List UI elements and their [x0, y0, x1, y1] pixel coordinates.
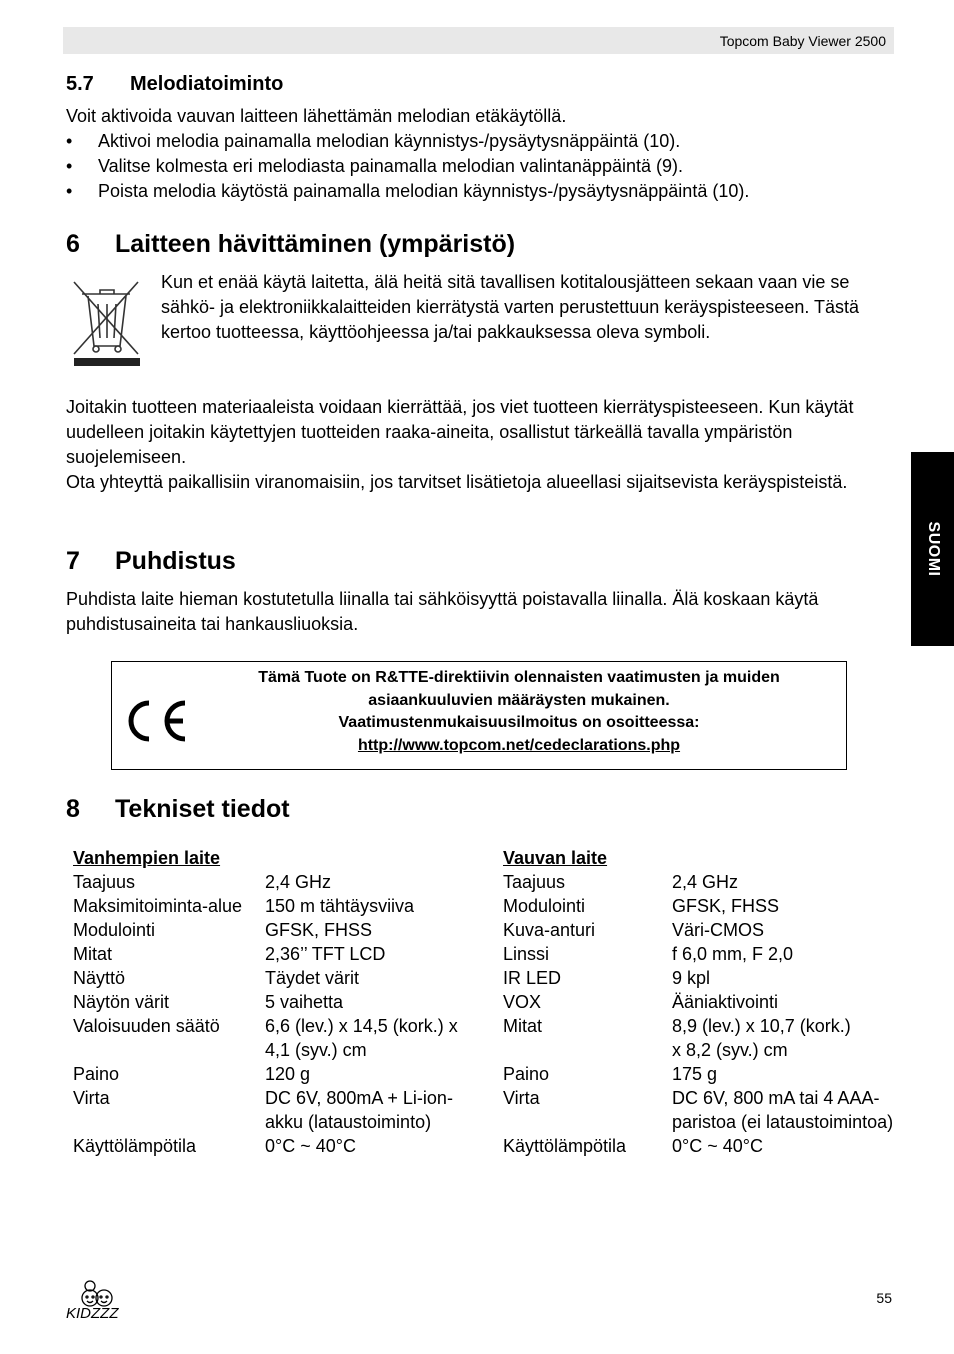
baby-spec-label: Taajuus — [503, 872, 566, 892]
parent-spec-value: Täydet värit — [265, 968, 360, 988]
list-item: • Valitse kolmesta eri melodiasta painamalla melodian valintanäppäintä (9). — [66, 156, 683, 176]
section-6-paragraph-1: Kun et enää käytä laitetta, älä heitä sitä tavallisen kotitalousjätteen sekaan vaan vie se sähkö- ja elektroniikkalaitteiden kierrätystä varten perustettuun keräyspisteeseen. Tästä kertoo tuotteessa, käyttöohjeessa ja/tai pakkauksessa oleva symboli. — [161, 272, 860, 342]
parent-spec-value: 150 m tähtäysviiva — [265, 896, 415, 916]
baby-spec-value: GFSK, FHSS — [672, 896, 780, 916]
ce-declaration-box — [111, 661, 847, 770]
parent-spec-label: Valoisuuden säätö — [73, 1016, 220, 1036]
parent-spec-value: DC 6V, 800mA + Li-ion- — [265, 1088, 453, 1108]
section-6-number: 6 — [66, 230, 80, 258]
section-6-heading — [66, 230, 515, 259]
baby-spec-value: x 8,2 (syv.) cm — [672, 1040, 788, 1060]
parent-spec-value: 6,6 (lev.) x 14,5 (kork.) x — [265, 1016, 458, 1036]
section-7-title: Puhdistus — [115, 547, 236, 575]
section-6-paragraph-2 — [66, 395, 896, 495]
section-6-title: Laitteen hävittäminen (ympäristö) — [115, 230, 516, 258]
kidzzz-logo-text: KIDZZZ — [66, 1305, 119, 1322]
parent-spec-label: Näyttö — [73, 968, 126, 988]
weee-crossed-bin-icon — [72, 280, 142, 368]
section-8-number: 8 — [66, 795, 80, 823]
parent-spec-label: Maksimitoiminta-alue — [73, 896, 243, 916]
baby-spec-value: f 6,0 mm, F 2,0 — [672, 944, 794, 964]
list-item: • Aktivoi melodia painamalla melodian käynnistys-/pysäytysnäppäintä (10). — [66, 131, 681, 151]
baby-spec-value: 175 g — [672, 1064, 718, 1084]
baby-spec-label: Käyttölämpötila — [503, 1136, 627, 1156]
baby-spec-value: 2,4 GHz — [672, 872, 739, 892]
section-8-title: Tekniset tiedot — [115, 795, 290, 823]
ce-line-2: asiaankuuluvien määräysten mukainen. — [368, 691, 670, 709]
baby-spec-label: Linssi — [503, 944, 550, 964]
parent-spec-value: 2,36’’ TFT LCD — [265, 944, 386, 964]
ce-line-3: Vaatimustenmukaisuusilmoitus on osoitteessa: — [338, 714, 700, 731]
page-header — [63, 27, 894, 54]
baby-spec-value: paristoa (ei lataustoimintoa) — [672, 1112, 894, 1132]
parent-spec-value: 5 vaihetta — [265, 992, 344, 1012]
section-7-number: 7 — [66, 547, 80, 575]
ce-mark-icon — [123, 698, 191, 744]
parent-spec-label: Paino — [73, 1064, 120, 1084]
section-5-7-number: 5.7 — [66, 73, 94, 95]
kidzzz-logo — [64, 1278, 136, 1322]
list-item: • Poista melodia käytöstä painamalla melodian käynnistys-/pysäytysnäppäintä (10). — [66, 181, 750, 201]
parent-spec-label: Käyttölämpötila — [73, 1136, 197, 1156]
parent-spec-value: 2,4 GHz — [265, 872, 332, 892]
parent-spec-value: akku (lataustoiminto) — [265, 1112, 432, 1132]
ce-declarations-link[interactable]: http://www.topcom.net/cedeclarations.php — [357, 736, 681, 754]
ce-line-1: Tämä Tuote on R&TTE-direktiivin olennaisten vaatimusten ja muiden — [258, 669, 780, 686]
baby-spec-value: 0°C ~ 40°C — [672, 1136, 763, 1156]
baby-spec-label: Kuva-anturi — [503, 920, 596, 940]
baby-spec-label: IR LED — [503, 968, 562, 988]
baby-device-heading: Vauvan laite — [503, 848, 608, 868]
parent-spec-label: Taajuus — [73, 872, 136, 892]
section-6-paragraph-2-line-1: Joitakin tuotteen materiaaleista voidaan kierrättää, jos viet tuotteen kierrätyspisteeseen. Kun käytät uudelleen joitakin käytettyjen tuotteiden raaka-aineita, osallistut tärkeällä tavalla ympäristön suojelemiseen. — [66, 397, 854, 467]
header-title: Topcom Baby Viewer 2500 — [719, 33, 886, 49]
parent-spec-label: Mitat — [73, 944, 113, 964]
section-7-paragraph: Puhdista laite hieman kostutetulla liinalla tai sähköisyyttä poistavalla liinalla. Älä koskaan käytä puhdistusaineita tai hankausliuoksia. — [66, 589, 819, 634]
section-5-7-intro: Voit aktivoida vauvan laitteen lähettämän melodian etäkäytöllä. — [66, 106, 567, 126]
section-8-heading — [66, 795, 290, 824]
page-number: 55 — [876, 1290, 892, 1306]
baby-spec-label: Modulointi — [503, 896, 586, 916]
baby-spec-label: Mitat — [503, 1016, 543, 1036]
baby-spec-value: Väri-CMOS — [672, 920, 765, 940]
language-tab — [911, 452, 954, 646]
baby-spec-value: 9 kpl — [672, 968, 711, 988]
parent-spec-label: Näytön värit — [73, 992, 170, 1012]
language-tab-label: SUOMI — [924, 521, 942, 577]
baby-spec-label: VOX — [503, 992, 542, 1012]
parent-spec-value: 120 g — [265, 1064, 311, 1084]
baby-spec-value: 8,9 (lev.) x 10,7 (kork.) — [672, 1016, 851, 1036]
melody-bullet-list — [66, 129, 749, 204]
ce-declaration-text — [192, 667, 846, 757]
parent-spec-value: 0°C ~ 40°C — [265, 1136, 356, 1156]
parent-device-heading: Vanhempien laite — [73, 848, 221, 868]
baby-spec-value: DC 6V, 800 mA tai 4 AAA- — [672, 1088, 880, 1108]
parent-spec-label: Modulointi — [73, 920, 156, 940]
section-7-heading — [66, 547, 236, 576]
baby-spec-value: Ääniaktivointi — [672, 992, 779, 1012]
section-6-paragraph-2-line-2: Ota yhteyttä paikallisiin viranomaisiin, jos tarvitset lisätietoja alueellasi sijaitsevista keräyspisteistä. — [66, 472, 848, 492]
section-5-7-heading — [66, 73, 283, 96]
section-5-7-title: Melodiatoiminto — [130, 73, 284, 95]
parent-spec-label: Virta — [73, 1088, 110, 1108]
baby-spec-label: Paino — [503, 1064, 550, 1084]
baby-spec-label: Virta — [503, 1088, 540, 1108]
parent-spec-value: GFSK, FHSS — [265, 920, 373, 940]
parent-spec-value: 4,1 (syv.) cm — [265, 1040, 367, 1060]
